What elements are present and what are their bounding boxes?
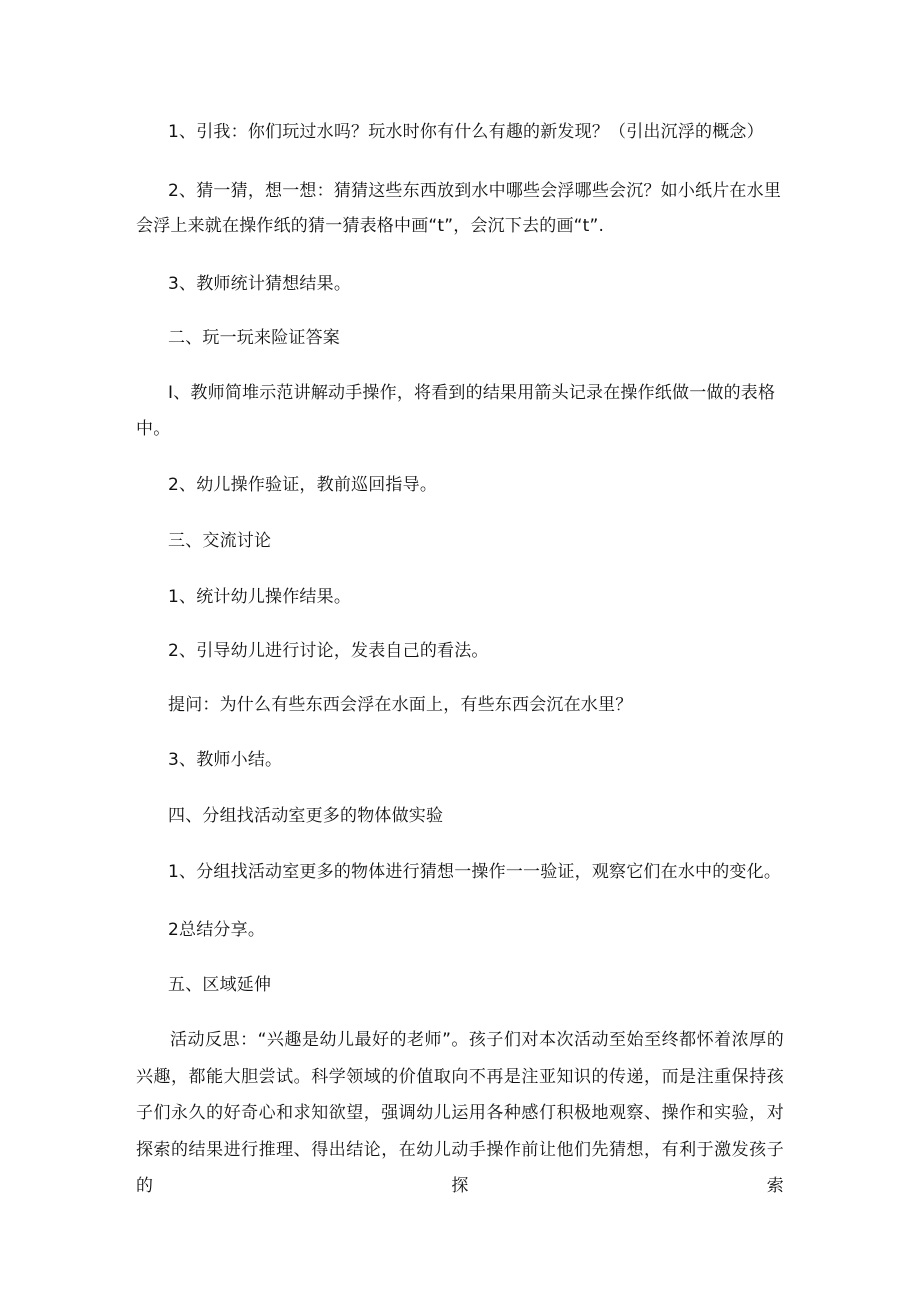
section-heading-4: 四、分组找活动室更多的物体做实验 bbox=[168, 806, 444, 826]
step-teacher-tally: 3、教师统计猜想结果。 bbox=[168, 274, 352, 294]
step-discussion: 2、引导幼儿进行讨论，发表自己的看法。 bbox=[168, 641, 489, 661]
step-child-verify: 2、幼儿操作验证，教前巡回指导。 bbox=[168, 475, 438, 495]
section-heading-3: 三、交流讨论 bbox=[168, 531, 272, 551]
step-teacher-summary: 3、教师小结。 bbox=[168, 750, 283, 770]
step-demo-line-2: 中。 bbox=[136, 419, 171, 439]
reflection-paragraph: 活动反思：“兴趣是幼儿最好的老师”。孩子们对本次活动至始至终都怀着浓厚的兴趣，都能大胆尝试。科学领域的价值取向不再是注亚知识的传递，而是注重保持孩子们永久的好奇心和求知欲望，强调幼儿运用各种感仃积极地观察、操作和实验，对探索的结果进行推理、得出结论，在幼儿动手操作前让他们先猜想，有利于激发孩子的探索 bbox=[136, 1030, 784, 1196]
step-intro: 1、引我：你们玩过水吗？玩水时你有什么有趣的新发现？（引出沉浮的概念） bbox=[168, 122, 764, 142]
step-guess-line-2: 会浮上来就在操作纸的猜一猜表格中画“t”，会沉下去的画“t”. bbox=[136, 216, 605, 236]
section-heading-5: 五、区域延伸 bbox=[168, 975, 272, 995]
step-tally-results: 1、统计幼儿操作结果。 bbox=[168, 587, 352, 607]
step-share: 2总结分享。 bbox=[168, 920, 266, 940]
step-group-experiment: 1、分组找活动室更多的物体进行猜想一操作一一验证，观察它们在水中的变化。 bbox=[168, 862, 782, 882]
step-demo-line-1: I、教师简堆示范讲解动手操作，将看到的结果用箭头记录在操作纸做一做的表格 bbox=[168, 383, 776, 403]
step-guess-line-1: 2、猜一猜，想一想：猜猜这些东西放到水中哪些会浮哪些会沉？如小纸片在水里 bbox=[168, 181, 782, 201]
section-heading-2: 二、玩一玩来险证答案 bbox=[168, 328, 340, 348]
question-line: 提问：为什么有些东西会浮在水面上，有些东西会沉在水里？ bbox=[168, 695, 633, 715]
